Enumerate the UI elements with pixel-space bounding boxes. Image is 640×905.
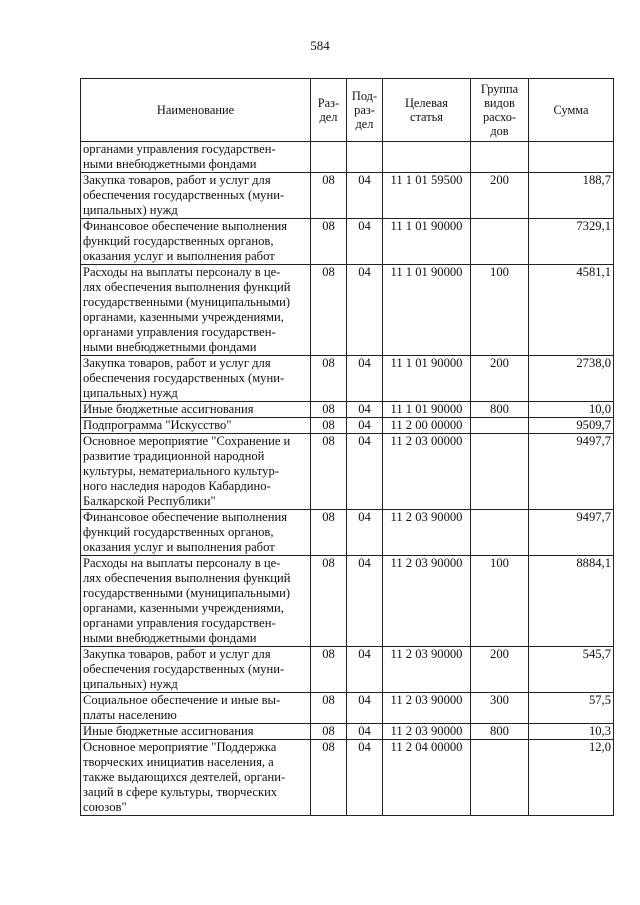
cell-podrazdel: 04 <box>347 647 383 693</box>
cell-name: Расходы на выплаты персоналу в це- лях обеспечения выполнения функций государственными (муниципальными) органами, казенными учреждениями, органами управления государствен- ными внебюджетными фондами <box>81 265 311 356</box>
header-group: Группа видов расхо- дов <box>471 79 529 142</box>
cell-podrazdel: 04 <box>347 510 383 556</box>
cell-razdel: 08 <box>311 510 347 556</box>
table-row <box>81 356 614 402</box>
cell-podrazdel: 04 <box>347 265 383 356</box>
cell-target: 11 1 01 90000 <box>383 219 471 265</box>
cell-razdel: 08 <box>311 265 347 356</box>
cell-razdel: 08 <box>311 219 347 265</box>
cell-group: 800 <box>471 724 529 740</box>
cell-target: 11 2 00 00000 <box>383 418 471 434</box>
cell-name: Закупка товаров, работ и услуг для обеспечения государственных (муни- ципальных) нужд <box>81 356 311 402</box>
cell-name: Подпрограмма "Искусство" <box>81 418 311 434</box>
cell-group: 100 <box>471 556 529 647</box>
cell-podrazdel: 04 <box>347 173 383 219</box>
cell-group: 200 <box>471 356 529 402</box>
cell-name: Расходы на выплаты персоналу в це- лях обеспечения выполнения функций государственными (муниципальными) органами, казенными учреждениями, органами управления государствен- ными внебюджетными фондами <box>81 556 311 647</box>
cell-name: Закупка товаров, работ и услуг для обеспечения государственных (муни- ципальных) нужд <box>81 173 311 219</box>
cell-podrazdel: 04 <box>347 219 383 265</box>
cell-group: 200 <box>471 647 529 693</box>
cell-podrazdel: 04 <box>347 402 383 418</box>
cell-target: 11 2 04 00000 <box>383 740 471 816</box>
cell-target <box>383 142 471 173</box>
header-target: Целевая статья <box>383 79 471 142</box>
cell-razdel: 08 <box>311 740 347 816</box>
cell-sum: 10,3 <box>529 724 614 740</box>
cell-target: 11 2 03 90000 <box>383 647 471 693</box>
cell-razdel: 08 <box>311 556 347 647</box>
cell-target: 11 1 01 90000 <box>383 356 471 402</box>
table-row <box>81 724 614 740</box>
table-row <box>81 173 614 219</box>
cell-group <box>471 434 529 510</box>
page-number: 584 <box>310 38 330 53</box>
header-razdel: Раз- дел <box>311 79 347 142</box>
cell-target: 11 2 03 90000 <box>383 556 471 647</box>
cell-sum: 4581,1 <box>529 265 614 356</box>
cell-target: 11 2 03 90000 <box>383 724 471 740</box>
table-row <box>81 265 614 356</box>
cell-group <box>471 418 529 434</box>
table-row <box>81 693 614 724</box>
cell-sum: 545,7 <box>529 647 614 693</box>
cell-name: Финансовое обеспечение выполнения функций государственных органов, оказания услуг и выполнения работ <box>81 219 311 265</box>
cell-target: 11 1 01 90000 <box>383 402 471 418</box>
cell-podrazdel: 04 <box>347 740 383 816</box>
table-row <box>81 434 614 510</box>
cell-sum: 9497,7 <box>529 434 614 510</box>
table-row <box>81 510 614 556</box>
cell-sum: 9509,7 <box>529 418 614 434</box>
cell-target: 11 2 03 00000 <box>383 434 471 510</box>
cell-razdel: 08 <box>311 724 347 740</box>
cell-name: Иные бюджетные ассигнования <box>81 402 311 418</box>
table-row <box>81 142 614 173</box>
cell-group <box>471 219 529 265</box>
cell-sum <box>529 142 614 173</box>
cell-podrazdel: 04 <box>347 693 383 724</box>
table-row <box>81 556 614 647</box>
cell-razdel: 08 <box>311 402 347 418</box>
header-name: Наименование <box>81 79 311 142</box>
cell-name: органами управления государствен- ными внебюджетными фондами <box>81 142 311 173</box>
cell-sum: 2738,0 <box>529 356 614 402</box>
cell-sum: 9497,7 <box>529 510 614 556</box>
table-row <box>81 219 614 265</box>
cell-name: Закупка товаров, работ и услуг для обеспечения государственных (муни- ципальных) нужд <box>81 647 311 693</box>
cell-podrazdel: 04 <box>347 434 383 510</box>
cell-razdel <box>311 142 347 173</box>
cell-group <box>471 510 529 556</box>
table-row <box>81 647 614 693</box>
cell-razdel: 08 <box>311 434 347 510</box>
cell-sum: 57,5 <box>529 693 614 724</box>
table-row <box>81 418 614 434</box>
cell-razdel: 08 <box>311 693 347 724</box>
cell-sum: 188,7 <box>529 173 614 219</box>
cell-target: 11 2 03 90000 <box>383 693 471 724</box>
cell-name: Основное мероприятие "Поддержка творческих инициатив населения, а также выдающихся деятелей, органи- заций в сфере культуры, творческих союзов" <box>81 740 311 816</box>
cell-podrazdel: 04 <box>347 356 383 402</box>
cell-target: 11 2 03 90000 <box>383 510 471 556</box>
cell-group: 300 <box>471 693 529 724</box>
cell-razdel: 08 <box>311 418 347 434</box>
table-row <box>81 402 614 418</box>
cell-sum: 10,0 <box>529 402 614 418</box>
cell-podrazdel: 04 <box>347 556 383 647</box>
budget-table <box>80 78 614 816</box>
cell-podrazdel: 04 <box>347 418 383 434</box>
cell-group: 100 <box>471 265 529 356</box>
cell-name: Финансовое обеспечение выполнения функций государственных органов, оказания услуг и выполнения работ <box>81 510 311 556</box>
header-sum: Сумма <box>529 79 614 142</box>
cell-name: Основное мероприятие "Сохранение и развитие традиционной народной культуры, нематериального культур- ного наследия народов Кабардино- Балкарской Республики" <box>81 434 311 510</box>
cell-razdel: 08 <box>311 173 347 219</box>
cell-podrazdel: 04 <box>347 724 383 740</box>
cell-group: 200 <box>471 173 529 219</box>
cell-target: 11 1 01 59500 <box>383 173 471 219</box>
header-row <box>81 79 614 142</box>
cell-sum: 8884,1 <box>529 556 614 647</box>
cell-target: 11 1 01 90000 <box>383 265 471 356</box>
cell-sum: 7329,1 <box>529 219 614 265</box>
cell-group <box>471 142 529 173</box>
header-podrazdel: Под- раз- дел <box>347 79 383 142</box>
cell-name: Социальное обеспечение и иные вы- платы населению <box>81 693 311 724</box>
cell-razdel: 08 <box>311 647 347 693</box>
cell-podrazdel <box>347 142 383 173</box>
cell-name: Иные бюджетные ассигнования <box>81 724 311 740</box>
table-row <box>81 740 614 816</box>
cell-group <box>471 740 529 816</box>
cell-sum: 12,0 <box>529 740 614 816</box>
cell-group: 800 <box>471 402 529 418</box>
cell-razdel: 08 <box>311 356 347 402</box>
